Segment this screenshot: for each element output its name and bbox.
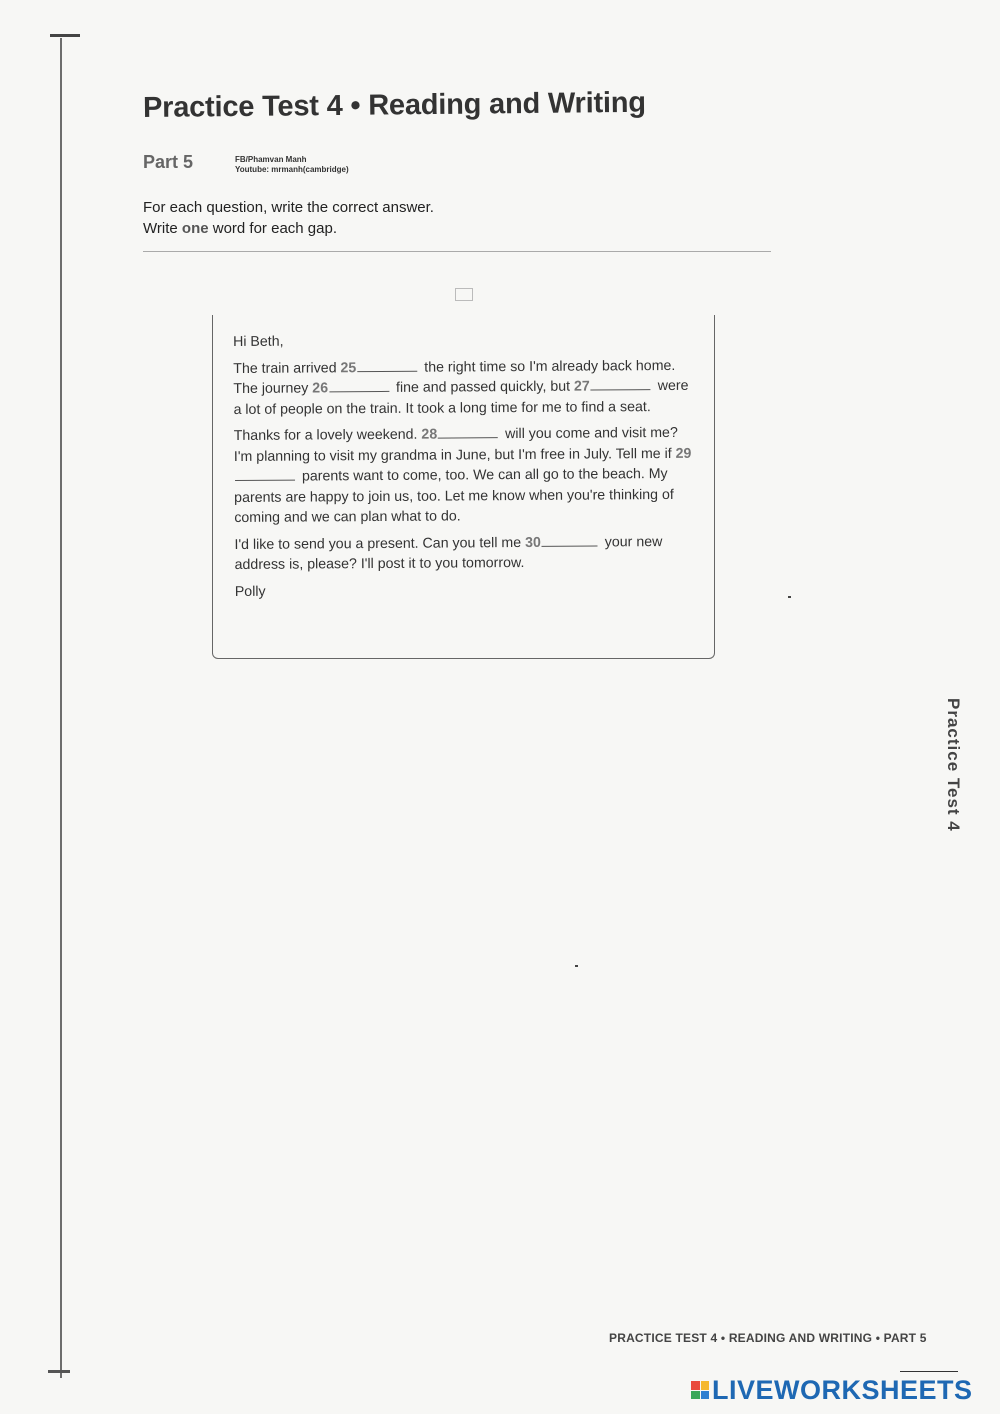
- email-paragraph-1: [233, 355, 693, 420]
- question-number-25: 25: [340, 359, 357, 376]
- question-number-28: 28: [421, 426, 438, 443]
- email-text: your new address is, please? I'll post it to you tomorrow.: [234, 533, 663, 573]
- email-paragraph-2: [234, 423, 695, 529]
- credit-block: [235, 155, 349, 175]
- liveworksheets-logo[interactable]: [691, 1374, 973, 1406]
- answer-gap-30[interactable]: [542, 535, 598, 546]
- footer-rule: [900, 1371, 958, 1372]
- question-number-29: 29: [675, 445, 692, 462]
- instruction-highlight: one: [181, 220, 209, 237]
- scan-speck: [788, 596, 791, 598]
- page-footer: PRACTICE TEST 4 • READING AND WRITING • PART 5: [609, 1331, 927, 1345]
- question-number-26: 26: [312, 380, 329, 397]
- instruction-text: word for each gap.: [208, 220, 337, 237]
- answer-gap-26[interactable]: [329, 381, 389, 392]
- instruction-text: Write: [143, 220, 182, 237]
- answer-gap-29[interactable]: [235, 470, 295, 481]
- email-text: fine and passed quickly, but: [391, 378, 575, 396]
- instruction-line-1: For each question, write the correct answer.: [143, 199, 434, 216]
- brand-name: LIVEWORKSHEETS: [712, 1374, 973, 1405]
- envelope-icon: [455, 288, 473, 301]
- divider-rule: [143, 251, 771, 252]
- email-greeting: Hi Beth,: [233, 333, 284, 350]
- email-text: will you come and visit me? I'm planning to visit my grandma in June, but I'm free in July. Tell me if: [233, 424, 678, 465]
- email-text: were a lot of people on the train. It took a long time for me to find a seat.: [233, 377, 689, 418]
- credit-line-facebook: FB/Phamvan Manh: [235, 155, 307, 164]
- email-paragraph-3: [234, 531, 694, 575]
- answer-gap-27[interactable]: [591, 379, 651, 390]
- email-signature: Polly: [234, 583, 266, 600]
- liveworksheets-icon: [691, 1381, 709, 1399]
- email-text: parents want to come, too. We can all go to the beach. My parents are happy to join us, too. Let me know when you're thinking of coming and we can plan what to do.: [234, 465, 674, 526]
- scan-speck: [575, 965, 578, 967]
- page-title: Practice Test 4 • Reading and Writing: [142, 86, 646, 124]
- email-text: Thanks for a lovely weekend.: [233, 426, 422, 444]
- side-tab-label: Practice Test 4: [944, 698, 963, 832]
- instruction-line-2: [143, 218, 434, 239]
- corner-mark-top: [50, 34, 80, 43]
- email-text: I'd like to send you a present. Can you tell me: [234, 534, 526, 553]
- credit-line-youtube: Youtube: mrmanh(cambridge): [235, 165, 349, 174]
- email-text: The train arrived: [233, 359, 341, 377]
- email-body: [233, 329, 695, 608]
- question-number-30: 30: [524, 534, 541, 551]
- part-label: Part 5: [143, 152, 194, 172]
- email-text: the right time so I'm already back home. The journey: [233, 357, 676, 397]
- corner-mark-bottom: [48, 1370, 70, 1377]
- instructions: [143, 197, 434, 239]
- page-edge-line: [60, 38, 62, 1378]
- answer-gap-28[interactable]: [438, 427, 498, 438]
- question-number-27: 27: [573, 378, 590, 395]
- answer-gap-25[interactable]: [357, 360, 417, 371]
